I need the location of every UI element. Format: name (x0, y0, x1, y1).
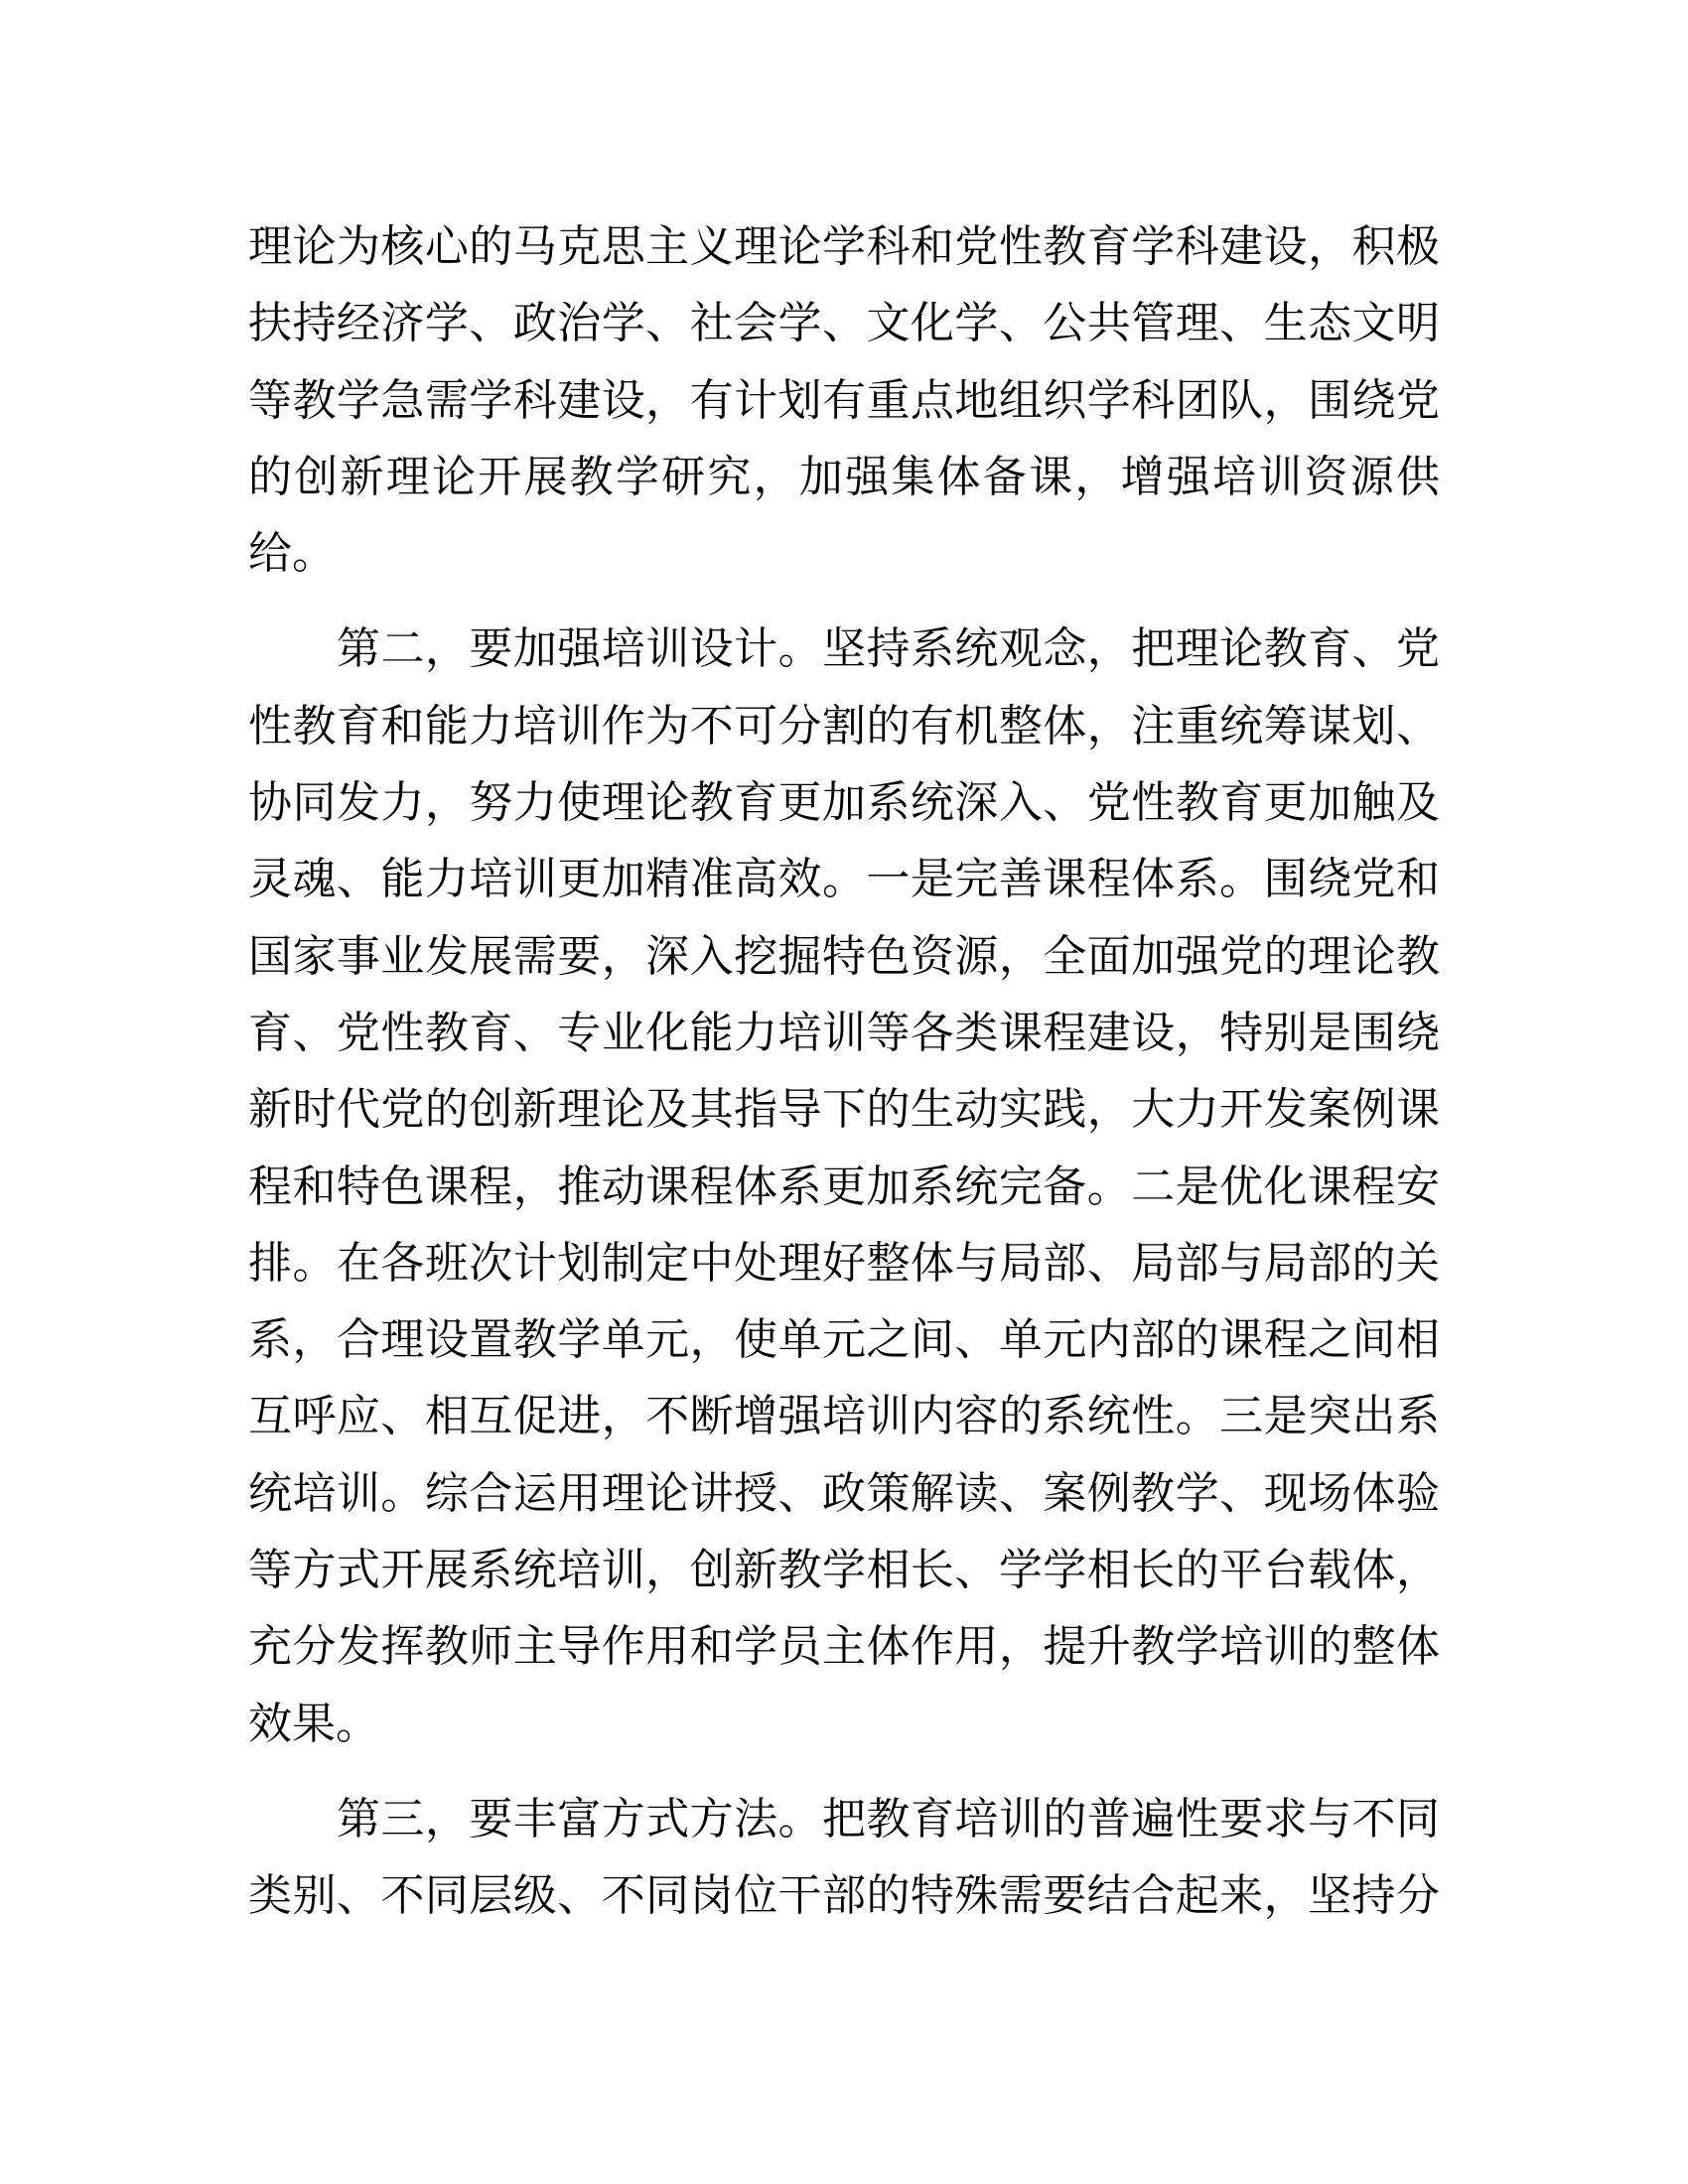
text-line: 统培训。综合运用理论讲授、政策解读、案例教学、现场体验 (248, 1467, 1440, 1519)
paragraph-3 (248, 1781, 1440, 1935)
text-line: 扶持经济学、政治学、社会学、文化学、公共管理、生态文明 (248, 298, 1440, 349)
text-line: 系，合理设置教学单元，使单元之间、单元内部的课程之间相 (248, 1314, 1440, 1366)
paragraph-2 (248, 611, 1440, 1761)
text-line: 新时代党的创新理论及其指导下的生动实践，大力开发案例课 (248, 1084, 1440, 1136)
paragraph-1 (248, 208, 1440, 592)
text-line: 等方式开展系统培训，创新教学相长、学学相长的平台载体， (248, 1545, 1440, 1596)
document-page (248, 208, 1440, 1954)
text-line: 协同发力，努力使理论教育更加系统深入、党性教育更加触及 (248, 777, 1440, 829)
text-line: 等教学急需学科建设，有计划有重点地组织学科团队，围绕党 (248, 374, 1440, 426)
text-line: 互呼应、相互促进，不断增强培训内容的系统性。三是突出系 (248, 1391, 1440, 1442)
text-line: 充分发挥教师主导作用和学员主体作用，提升教学培训的整体 (248, 1621, 1440, 1673)
text-line: 效果。 (248, 1698, 379, 1749)
text-line: 育、党性教育、专业化能力培训等各类课程建设，特别是围绕 (248, 1007, 1440, 1058)
text-line: 排。在各班次计划制定中处理好整体与局部、局部与局部的关 (248, 1237, 1440, 1289)
text-line: 类别、不同层级、不同岗位干部的特殊需要结合起来，坚持分 (248, 1870, 1440, 1922)
text-line: 理论为核心的马克思主义理论学科和党性教育学科建设，积极 (248, 221, 1440, 272)
text-line: 国家事业发展需要，深入挖掘特色资源，全面加强党的理论教 (248, 930, 1440, 982)
text-line: 的创新理论开展教学研究，加强集体备课，增强培训资源供 (248, 451, 1440, 502)
text-line: 给。 (248, 528, 336, 580)
text-line: 性教育和能力培训作为不可分割的有机整体，注重统筹谋划、 (248, 700, 1440, 751)
text-line: 第三，要丰富方式方法。把教育培训的普遍性要求与不同 (337, 1793, 1440, 1844)
text-line: 程和特色课程，推动课程体系更加系统完备。二是优化课程安 (248, 1160, 1440, 1212)
text-line: 第二，要加强培训设计。坚持系统观念，把理论教育、党 (337, 623, 1440, 675)
text-line: 灵魂、能力培训更加精准高效。一是完善课程体系。围绕党和 (248, 854, 1440, 905)
